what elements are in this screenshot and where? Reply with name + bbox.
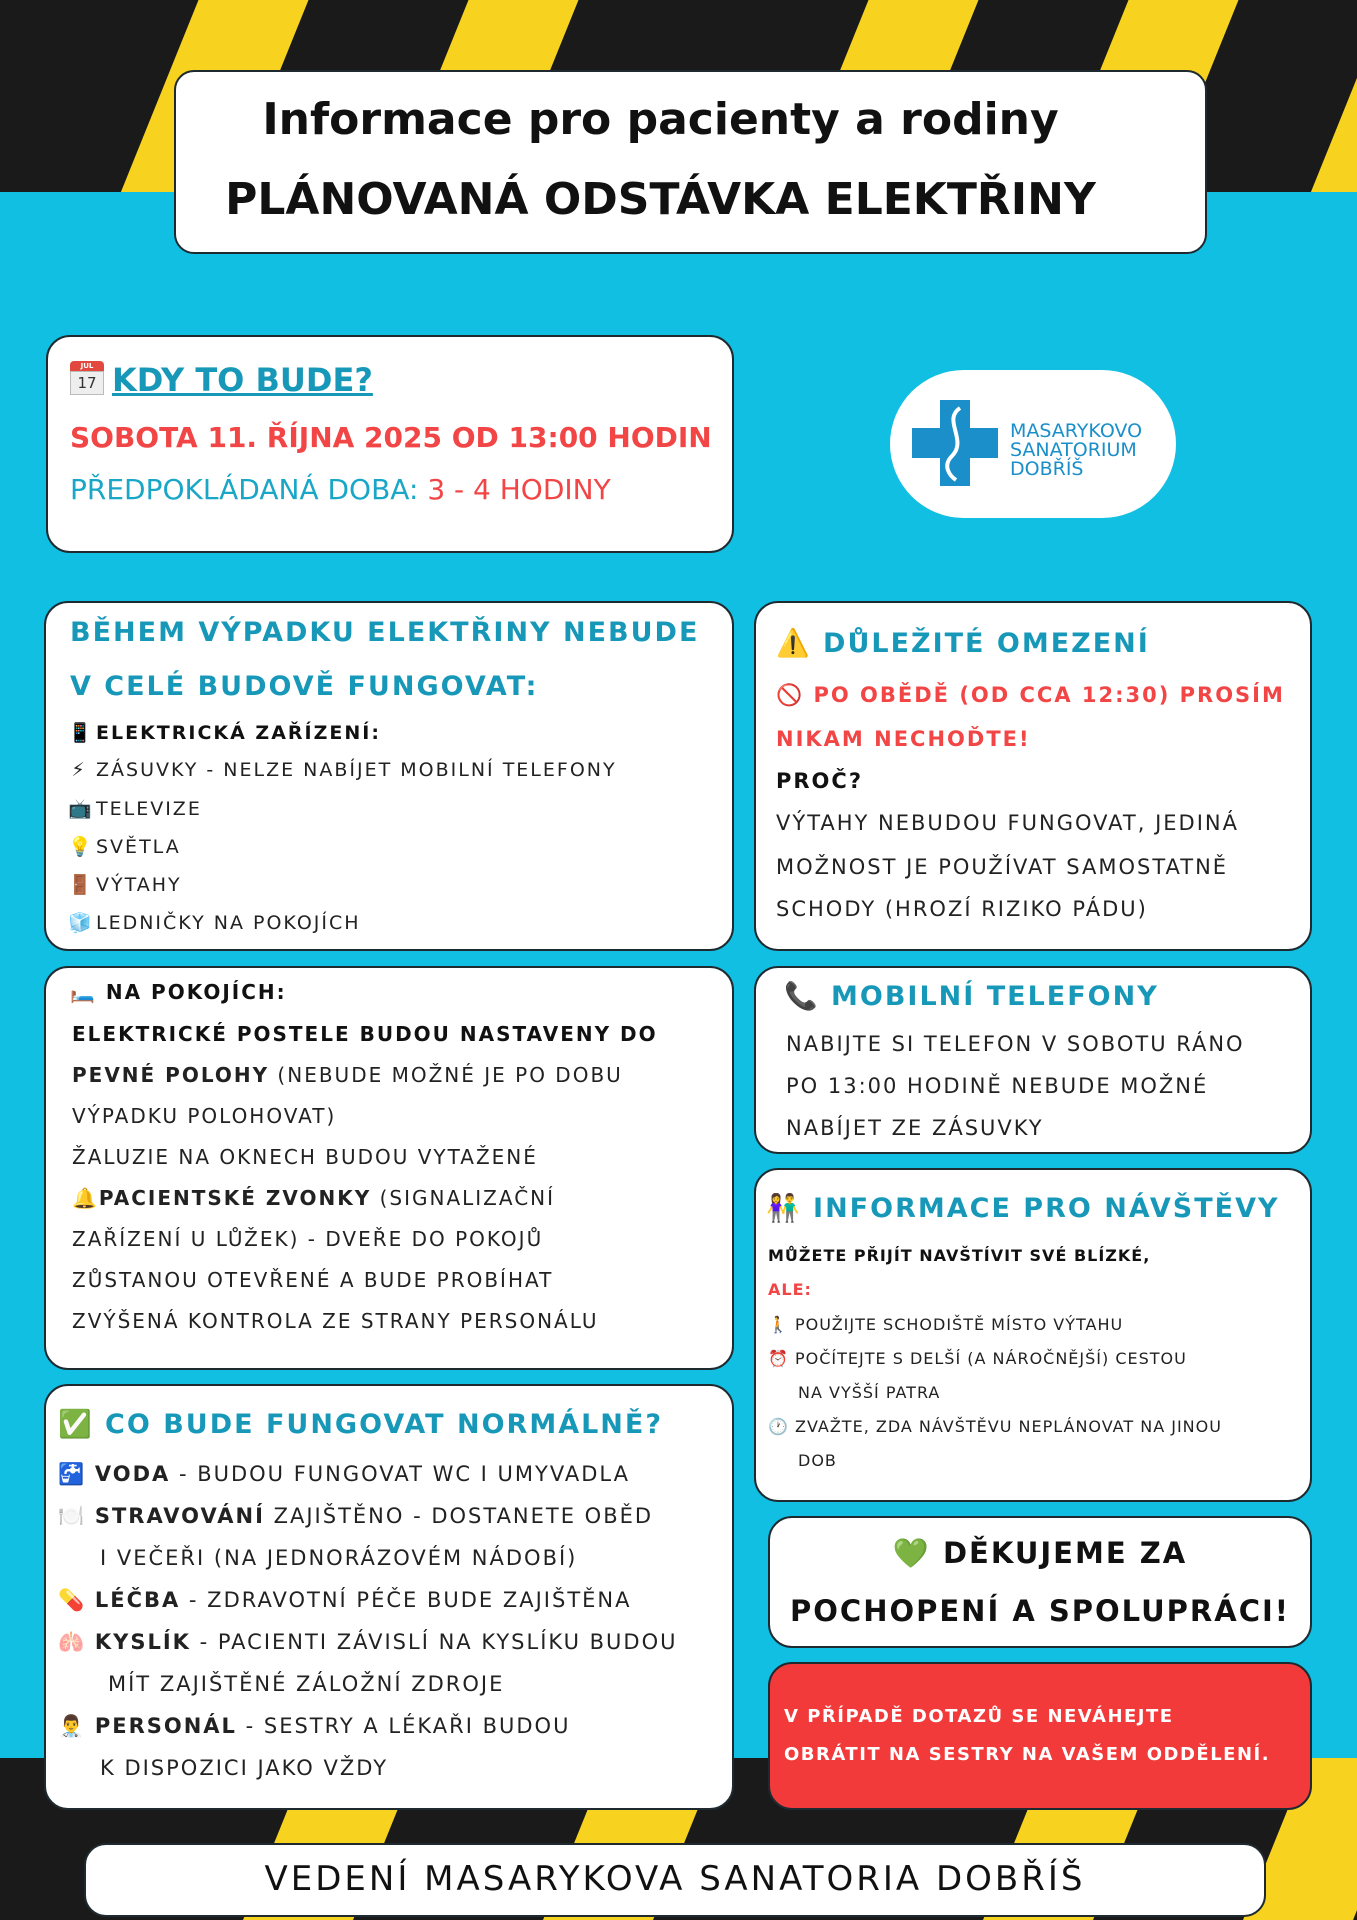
rooms-heading: NA POKOJÍCH: [105, 980, 287, 1004]
footer-card [84, 1843, 1266, 1917]
pill-icon: 💊 [58, 1588, 87, 1612]
walking-icon: 🚶 [768, 1315, 789, 1334]
list-item: ⚡ ZÁSUVKY - NELZE NABÍJET MOBILNÍ TELEFONY [68, 759, 617, 781]
list-item: 🍽️ STRAVOVÁNÍ ZAJIŠTĚNO - DOSTANETE OBĚD [58, 1504, 654, 1528]
water-tap-icon: 🚰 [58, 1462, 87, 1486]
warning-line-2: NIKAM NECHOĎTE! [776, 727, 1031, 751]
cutlery-icon: 🍽️ [58, 1504, 87, 1528]
bed-icon: 🛏️ [70, 980, 97, 1004]
contact-card [768, 1662, 1312, 1810]
bell-icon: 🔔 [72, 1186, 99, 1210]
lightbulb-icon: 💡 [68, 836, 94, 858]
warning-icon: ⚠️ [776, 628, 812, 659]
thanks-line-1: DĚKUJEME ZA [942, 1536, 1188, 1570]
alarm-clock-icon: ⏰ [768, 1349, 789, 1368]
list-item-continuation: I VEČEŘI (NA JEDNORÁZOVÉM NÁDOBÍ) [100, 1546, 578, 1570]
visits-heading: INFORMACE PRO NÁVŠTĚVY [813, 1193, 1280, 1224]
visits-but: ALE: [768, 1280, 812, 1299]
footer-text: VEDENÍ MASARYKOVA SANATORIA DOBŘÍŠ [264, 1859, 1086, 1899]
normal-card [44, 1384, 734, 1810]
rooms-line-3: VÝPADKU POLOHOVAT) [72, 1104, 337, 1128]
page-title: PLÁNOVANÁ ODSTÁVKA ELEKTŘINY [225, 174, 1096, 225]
thanks-line-2: POCHOPENÍ A SPOLUPRÁCI! [790, 1594, 1290, 1628]
rooms-line-2-bold: PEVNÉ POLOHY [72, 1063, 270, 1087]
list-item: ⏰ POČÍTEJTE S DELŠÍ (A NÁROČNĚJŠÍ) CESTOU [768, 1349, 1187, 1368]
rooms-line-7: ZŮSTANOU OTEVŘENÉ A BUDE PROBÍHAT [72, 1268, 554, 1292]
rooms-line-6: ZAŘÍZENÍ U LŮŽEK) - DVEŘE DO POKOJŮ [72, 1227, 544, 1251]
contact-line-2: OBRÁTIT NA SESTRY NA VAŠEM ODDĚLENÍ. [784, 1744, 1271, 1765]
door-icon: 🚪 [68, 874, 94, 896]
mobile-phone-icon: 📱 [68, 722, 94, 744]
list-item: 👨‍⚕️ PERSONÁL - SESTRY A LÉKAŘI BUDOU [58, 1714, 571, 1738]
reason-line-1: VÝTAHY NEBUDOU FUNGOVAT, JEDINÁ [776, 811, 1239, 835]
check-icon: ✅ [58, 1409, 94, 1440]
phones-line-2: PO 13:00 HODINĚ NEBUDE MOŽNÉ [786, 1074, 1209, 1098]
tv-icon: 📺 [68, 798, 94, 820]
list-item: 🕐 ZVAŽTE, ZDA NÁVŠTĚVU NEPLÁNOVAT NA JINOU [768, 1417, 1222, 1436]
lightning-icon: ⚡ [71, 759, 87, 781]
when-heading: KDY TO BUDE? [112, 361, 373, 399]
list-item: 🧊 LEDNIČKY NA POKOJÍCH [68, 912, 361, 934]
list-item-continuation: MÍT ZAJIŠTĚNÉ ZÁLOŽNÍ ZDROJE [108, 1672, 505, 1696]
restriction-heading: DŮLEŽITÉ OMEZENÍ [823, 628, 1150, 659]
reason-line-2: MOŽNOST JE POUŽÍVAT SAMOSTATNĚ [776, 855, 1229, 879]
list-item: 💊 LÉČBA - ZDRAVOTNÍ PÉČE BUDE ZAJIŠTĚNA [58, 1588, 632, 1612]
duration-label: PŘEDPOKLÁDANÁ DOBA: [70, 473, 419, 506]
rooms-line-5: (SIGNALIZAČNÍ [371, 1186, 556, 1210]
outage-heading-2: V CELÉ BUDOVĚ FUNGOVAT: [70, 671, 539, 702]
date-line: SOBOTA 11. ŘÍJNA 2025 OD 13:00 HODIN [70, 421, 712, 454]
phones-line-3: NABÍJET ZE ZÁSUVKY [786, 1116, 1044, 1140]
visitors-icon: 👫 [766, 1193, 802, 1224]
title-card [174, 70, 1207, 254]
list-item-continuation: DOB [798, 1451, 837, 1470]
rooms-line-2: (NEBUDE MOŽNÉ JE PO DOBU [269, 1063, 623, 1087]
list-item: 💡 SVĚTLA [68, 836, 181, 858]
outage-subheading: ELEKTRICKÁ ZAŘÍZENÍ: [96, 722, 381, 744]
outage-card [44, 601, 734, 951]
sanatorium-logo [890, 370, 1176, 518]
phones-card [754, 966, 1312, 1154]
list-item: 🫁 KYSLÍK - PACIENTI ZÁVISLÍ NA KYSLÍKU BUDOU [58, 1630, 678, 1654]
when-card [46, 335, 734, 553]
rooms-card [44, 966, 734, 1370]
lungs-icon: 🫁 [58, 1630, 87, 1654]
logo-line-1: MASARYKOVO [1010, 420, 1143, 442]
thanks-card [768, 1516, 1312, 1648]
visits-intro: MŮŽETE PŘIJÍT NAVŠTÍVIT SVÉ BLÍZKÉ, [768, 1246, 1151, 1265]
outage-heading-1: BĚHEM VÝPADKU ELEKTŘINY NEBUDE [70, 617, 700, 648]
visits-card [754, 1168, 1312, 1502]
reason-line-3: SCHODY (HROZÍ RIZIKO PÁDU) [776, 897, 1148, 921]
logo-line-3: DOBŘÍŠ [1010, 458, 1084, 480]
list-item: 🚶 POUŽIJTE SCHODIŠTĚ MÍSTO VÝTAHU [768, 1315, 1124, 1334]
rooms-line-5-bold: PACIENTSKÉ ZVONKY [98, 1186, 372, 1210]
rooms-line-1: ELEKTRICKÉ POSTELE BUDOU NASTAVENY DO [72, 1022, 658, 1046]
green-heart-icon: 💚 [892, 1536, 931, 1570]
logo-line-2: SANATORIUM [1010, 439, 1137, 461]
calendar-icon: JUL 17 [70, 361, 104, 395]
doctor-icon: 👨‍⚕️ [58, 1714, 87, 1738]
clock-icon: 🕐 [768, 1417, 789, 1436]
rooms-line-4: ŽALUZIE NA OKNECH BUDOU VYTAŽENÉ [72, 1145, 538, 1169]
restriction-card [754, 601, 1312, 951]
normal-heading: CO BUDE FUNGOVAT NORMÁLNĚ? [105, 1409, 664, 1440]
list-item: 📺 TELEVIZE [68, 798, 202, 820]
ice-cube-icon: 🧊 [68, 912, 94, 934]
list-item-continuation: NA VYŠŠÍ PATRA [798, 1383, 941, 1402]
page-subtitle: Informace pro pacienty a rodiny [262, 94, 1059, 145]
no-entry-icon: 🚫 [776, 683, 805, 707]
warning-line-1: PO OBĚDĚ (OD CCA 12:30) PROSÍM [813, 683, 1285, 707]
phone-icon: 📞 [784, 981, 820, 1012]
medical-cross-icon [912, 400, 998, 486]
list-item: 🚰 VODA - BUDOU FUNGOVAT WC I UMYVADLA [58, 1462, 630, 1486]
phones-line-1: NABIJTE SI TELEFON V SOBOTU RÁNO [786, 1032, 1245, 1056]
rooms-line-8: ZVÝŠENÁ KONTROLA ZE STRANY PERSONÁLU [72, 1309, 599, 1333]
contact-line-1: V PŘÍPADĚ DOTAZŮ SE NEVÁHEJTE [784, 1706, 1174, 1727]
why-label: PROČ? [776, 769, 864, 793]
phones-heading: MOBILNÍ TELEFONY [831, 981, 1159, 1012]
list-item: 🚪 VÝTAHY [68, 874, 182, 896]
duration-value: 3 - 4 HODINY [427, 473, 611, 506]
list-item-continuation: K DISPOZICI JAKO VŽDY [100, 1756, 389, 1780]
